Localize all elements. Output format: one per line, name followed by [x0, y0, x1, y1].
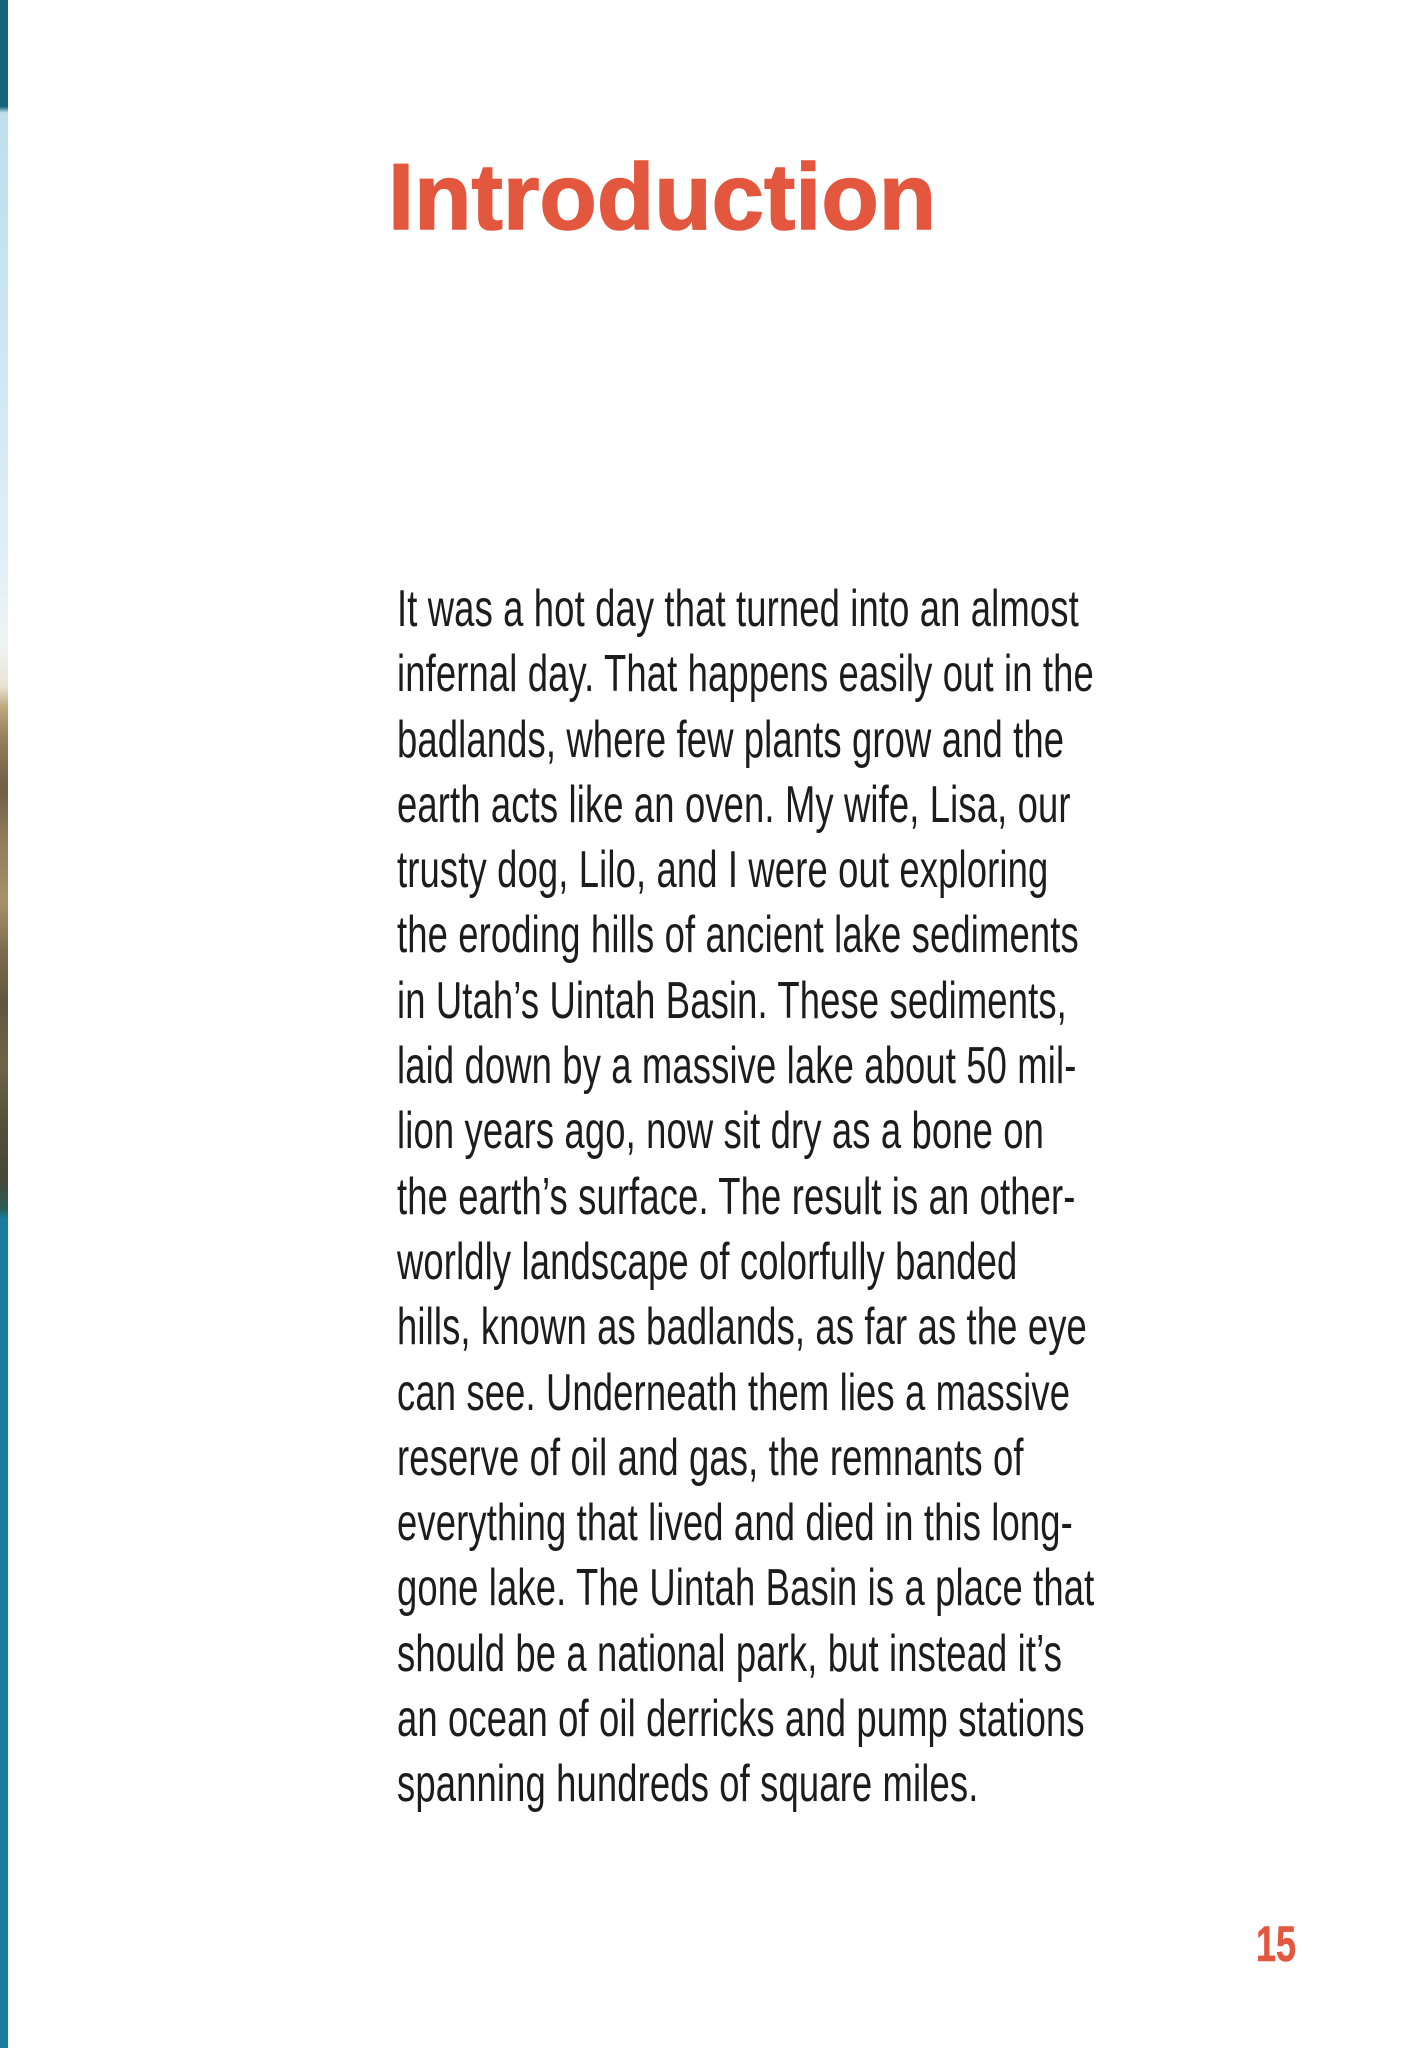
text-line: spanning hundreds of square miles.	[397, 1755, 979, 1814]
text-line: It was a hot day that turned into an almost	[397, 580, 1079, 638]
text-line: badlands, where few plants grow and the	[397, 710, 1065, 769]
text-line: everything that lived and died in this long-	[397, 1494, 1073, 1553]
text-line: lion years ago, now sit dry as a bone on	[397, 1102, 1045, 1161]
body-paragraph	[397, 577, 1094, 1818]
text-line: worldly landscape of colorfully banded	[397, 1232, 1018, 1291]
text-line: earth acts like an oven. My wife, Lisa, our	[397, 775, 1071, 834]
chapter-title: Introduction	[388, 144, 937, 249]
text-line: laid down by a massive lake about 50 mil-	[397, 1037, 1077, 1096]
text-line: reserve of oil and gas, the remnants of	[397, 1428, 1024, 1487]
text-line: an ocean of oil derricks and pump stations	[397, 1690, 1085, 1749]
page-number: 15	[1256, 1916, 1297, 1972]
text-line: the earth’s surface. The result is an other-	[397, 1167, 1076, 1226]
photo-edge-strip	[0, 0, 8, 2048]
text-line: infernal day. That happens easily out in the	[397, 645, 1094, 704]
text-line: should be a national park, but instead it’s	[397, 1624, 1063, 1683]
text-line: trusty dog, Lilo, and I were out exploring	[397, 841, 1049, 900]
text-line: can see. Underneath them lies a massive	[397, 1363, 1071, 1422]
text-line: gone lake. The Uintah Basin is a place that	[397, 1559, 1095, 1618]
text-line: in Utah’s Uintah Basin. These sediments,	[397, 971, 1067, 1030]
text-line: the eroding hills of ancient lake sediments	[397, 906, 1079, 965]
text-line: hills, known as badlands, as far as the eye	[397, 1298, 1087, 1357]
